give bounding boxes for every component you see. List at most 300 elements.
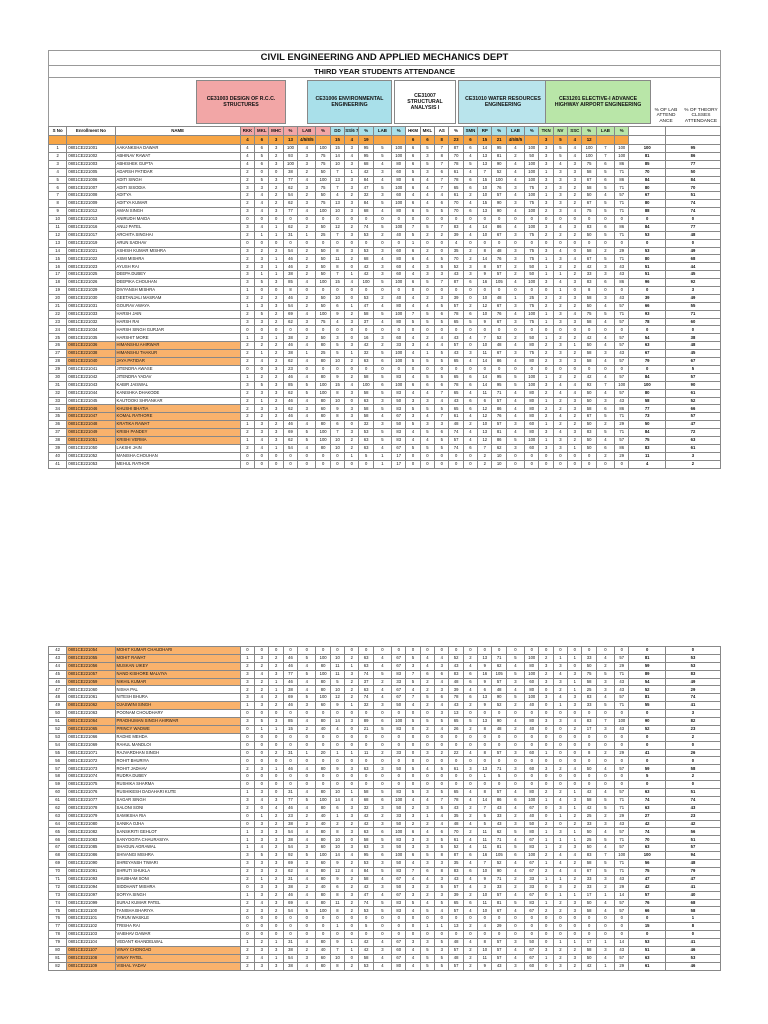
value-cell: 0	[269, 452, 283, 460]
value-cell: 58	[582, 678, 596, 686]
value-cell: 1	[345, 702, 359, 710]
value-cell: 60	[392, 168, 406, 176]
value-cell: 48	[449, 938, 463, 946]
value-cell: 15	[629, 923, 666, 931]
value-cell: 2	[345, 223, 359, 231]
value-cell: 4	[506, 397, 524, 405]
value-cell: 1	[553, 702, 567, 710]
value-cell: 14	[478, 381, 492, 389]
value-cell: 0	[283, 915, 297, 923]
value-cell: 69	[283, 860, 297, 868]
value-cell: 6	[596, 223, 614, 231]
value-cell: 4	[506, 891, 524, 899]
value-cell: 32	[359, 350, 373, 358]
value-cell: 100	[525, 168, 539, 176]
value-cell: 2	[345, 883, 359, 891]
value-cell: 2	[420, 247, 434, 255]
table-row	[49, 867, 721, 875]
value-cell: 4	[596, 373, 614, 381]
value-cell: 0	[615, 757, 629, 765]
value-cell: 3	[345, 828, 359, 836]
ss-note: SS/6 7	[345, 127, 359, 133]
value-cell: 63	[359, 436, 373, 444]
value-cell: 5	[553, 145, 567, 153]
enrollment-cell: 0801CE221017	[67, 231, 115, 239]
value-cell: 6	[406, 208, 420, 216]
value-cell: 32	[359, 192, 373, 200]
serial-cell: 69	[49, 860, 67, 868]
value-cell: 0	[330, 326, 344, 334]
value-cell: 5	[435, 883, 449, 891]
enrollment-cell: 0801CE221056	[67, 662, 115, 670]
enrollment-cell: 0801CE221043	[67, 381, 115, 389]
value-cell: 0	[269, 647, 283, 655]
value-cell: 54	[283, 907, 297, 915]
value-cell: 29	[615, 421, 629, 429]
value-cell: 3	[255, 820, 269, 828]
value-cell: 0	[506, 773, 524, 781]
serial-cell: 21	[49, 302, 67, 310]
value-cell: 57	[492, 678, 506, 686]
value-cell: 1	[269, 938, 283, 946]
value-cell: 1	[330, 749, 344, 757]
value-cell: 5	[506, 381, 524, 389]
value-cell: 60	[525, 444, 539, 452]
value-cell: 3	[568, 796, 582, 804]
value-cell: 3	[553, 255, 567, 263]
value-cell: 6	[373, 358, 391, 366]
value-cell: 0	[615, 923, 629, 931]
value-cell: 74	[359, 694, 373, 702]
value-cell: 3	[255, 765, 269, 773]
value-cell: 8	[478, 789, 492, 797]
value-cell: 0	[582, 757, 596, 765]
value-cell: 5	[435, 444, 449, 452]
value-cell: 3	[568, 844, 582, 852]
value-cell: 100	[316, 389, 330, 397]
value-cell: 1	[298, 350, 316, 358]
value-cell: 50	[392, 860, 406, 868]
enrollment-cell: 0801CE221059	[67, 678, 115, 686]
name-cell: SHRUTI SHUKLA	[115, 867, 240, 875]
value-cell: 42	[359, 812, 373, 820]
name-cell: HARSH RAI	[115, 318, 240, 326]
value-cell: 4	[298, 397, 316, 405]
value-cell: 100	[316, 907, 330, 915]
value-cell: 60	[392, 192, 406, 200]
column-header: RKK	[240, 127, 254, 136]
value-cell: 4	[373, 654, 391, 662]
value-cell: 4	[406, 373, 420, 381]
value-cell: 49	[665, 294, 720, 302]
serial-cell: 51	[49, 718, 67, 726]
value-cell: 2	[269, 875, 283, 883]
value-cell: 5	[596, 804, 614, 812]
value-cell: 0	[392, 915, 406, 923]
value-cell: 4	[596, 358, 614, 366]
value-cell: 0	[506, 923, 524, 931]
name-cell: SIDDHANT MISHRA	[115, 883, 240, 891]
value-cell: 4	[435, 702, 449, 710]
value-cell: 100	[316, 381, 330, 389]
value-cell: 4	[553, 223, 567, 231]
value-cell: 2	[269, 310, 283, 318]
value-cell: 5	[298, 389, 316, 397]
value-cell: 10	[478, 294, 492, 302]
value-cell: 2	[345, 678, 359, 686]
value-cell: 29	[615, 812, 629, 820]
value-cell: 105	[492, 279, 506, 287]
value-cell: 4	[463, 413, 477, 421]
value-cell: 4	[298, 836, 316, 844]
value-cell: 50	[316, 271, 330, 279]
value-cell: 2	[269, 749, 283, 757]
value-cell: 6	[435, 168, 449, 176]
value-cell: 5	[492, 773, 506, 781]
value-cell: 5	[596, 255, 614, 263]
value-cell: 3	[269, 899, 283, 907]
value-cell: 65	[449, 389, 463, 397]
value-cell: 15	[478, 200, 492, 208]
value-cell: 2	[506, 875, 524, 883]
value-cell: 0	[553, 460, 567, 468]
value-cell: 48	[492, 725, 506, 733]
value-cell: 3	[240, 184, 254, 192]
serial-cell: 27	[49, 350, 67, 358]
value-cell: 3	[506, 184, 524, 192]
value-cell: 0	[568, 247, 582, 255]
value-cell: 80	[316, 662, 330, 670]
value-cell: 15	[283, 725, 297, 733]
value-cell: 0	[255, 452, 269, 460]
value-cell: 0	[596, 365, 614, 373]
weight-cell: 4/5/8/5	[506, 136, 524, 145]
value-cell: 3	[539, 718, 553, 726]
value-cell: 51	[629, 271, 666, 279]
value-cell: 67	[392, 413, 406, 421]
value-cell: 3	[269, 208, 283, 216]
value-cell: 0	[582, 733, 596, 741]
serial-cell: 67	[49, 844, 67, 852]
value-cell: 2	[463, 812, 477, 820]
value-cell: 2	[345, 373, 359, 381]
table-row	[49, 350, 721, 358]
subject-header-water-resources: CE31010 WATER RESOURCES ENGINEERING	[458, 80, 548, 124]
name-cell: KOMAL RATHORE	[115, 413, 240, 421]
value-cell: 100	[392, 310, 406, 318]
value-cell: 9	[478, 702, 492, 710]
value-cell: 2	[298, 946, 316, 954]
value-cell: 0	[255, 647, 269, 655]
value-cell: 3	[568, 405, 582, 413]
table-row	[49, 915, 721, 923]
value-cell: 52	[492, 168, 506, 176]
value-cell: 5	[373, 789, 391, 797]
value-cell: 86	[615, 160, 629, 168]
value-cell: 1	[345, 946, 359, 954]
value-cell: 4	[629, 460, 666, 468]
value-cell: 74	[665, 796, 720, 804]
value-cell: 0	[345, 773, 359, 781]
value-cell: 10	[492, 452, 506, 460]
value-cell: 0	[449, 733, 463, 741]
serial-cell: 49	[49, 702, 67, 710]
value-cell: 1	[553, 654, 567, 662]
value-cell: 4	[345, 152, 359, 160]
value-cell: 78	[449, 310, 463, 318]
value-cell: 57	[449, 907, 463, 915]
value-cell: 60	[392, 946, 406, 954]
table-row	[49, 765, 721, 773]
value-cell: 0	[449, 781, 463, 789]
value-cell: 9	[330, 702, 344, 710]
value-cell: 7	[330, 429, 344, 437]
column-header: MKL	[420, 127, 434, 136]
value-cell: 2	[506, 263, 524, 271]
column-header: %	[316, 127, 330, 136]
value-cell: 0	[506, 452, 524, 460]
value-cell: 59	[629, 765, 666, 773]
value-cell: 0	[420, 452, 434, 460]
value-cell: 5	[435, 844, 449, 852]
value-cell: 3	[373, 168, 391, 176]
value-cell: 4	[506, 405, 524, 413]
value-cell: 68	[665, 899, 720, 907]
value-cell: 4	[463, 836, 477, 844]
value-cell: 71	[492, 654, 506, 662]
value-cell: 4	[506, 389, 524, 397]
value-cell: 0	[345, 923, 359, 931]
value-cell: 100	[615, 718, 629, 726]
value-cell: 51	[665, 836, 720, 844]
name-cell: VEDANT KHANDELWAL	[115, 938, 240, 946]
value-cell: 42	[359, 820, 373, 828]
value-cell: 3	[240, 279, 254, 287]
name-cell: KRISH PANDEY	[115, 429, 240, 437]
value-cell: 0	[316, 733, 330, 741]
value-cell: 0	[568, 216, 582, 224]
value-cell: 50	[525, 938, 539, 946]
value-cell: 3	[568, 907, 582, 915]
value-cell: 79	[665, 867, 720, 875]
value-cell: 5	[255, 176, 269, 184]
value-cell: 0	[596, 287, 614, 295]
value-cell: 5	[359, 923, 373, 931]
value-cell: 88	[629, 208, 666, 216]
value-cell: 0	[553, 710, 567, 718]
value-cell: 52	[629, 686, 666, 694]
value-cell: 0	[435, 326, 449, 334]
value-cell: 40	[316, 725, 330, 733]
value-cell: 0	[582, 365, 596, 373]
value-cell: 12	[478, 302, 492, 310]
value-cell: 100	[316, 310, 330, 318]
value-cell: 75	[316, 184, 330, 192]
value-cell: 1	[255, 271, 269, 279]
table-row	[49, 844, 721, 852]
value-cell: 3	[330, 334, 344, 342]
value-cell: 40	[665, 891, 720, 899]
value-cell: 15	[330, 145, 344, 153]
table-row	[49, 796, 721, 804]
value-cell: 4	[463, 860, 477, 868]
value-cell: 2	[553, 765, 567, 773]
value-cell: 4	[463, 152, 477, 160]
value-cell: 6	[406, 279, 420, 287]
value-cell: 4	[553, 694, 567, 702]
value-cell: 70	[449, 200, 463, 208]
value-cell: 33	[582, 820, 596, 828]
value-cell: 0	[525, 757, 539, 765]
value-cell: 80	[316, 718, 330, 726]
enrollment-cell: 0801CE221023	[67, 263, 115, 271]
value-cell: 0	[255, 460, 269, 468]
table-row	[49, 460, 721, 468]
value-cell: 67	[392, 662, 406, 670]
value-cell: 75	[316, 160, 330, 168]
value-cell: 1	[539, 421, 553, 429]
value-cell: 4	[449, 239, 463, 247]
value-cell: 48	[492, 294, 506, 302]
value-cell: 0	[553, 931, 567, 939]
value-cell: 0	[492, 915, 506, 923]
value-cell: 0	[345, 733, 359, 741]
value-cell: 7	[478, 444, 492, 452]
value-cell: 0	[392, 733, 406, 741]
value-cell: 85	[283, 381, 297, 389]
value-cell: 0	[525, 733, 539, 741]
value-cell: 4	[568, 310, 582, 318]
weight-cell: 12	[582, 136, 596, 145]
value-cell: 4	[255, 796, 269, 804]
enrollment-cell: 0801CE221009	[67, 200, 115, 208]
enrollment-cell: 0801CE221048	[67, 421, 115, 429]
value-cell: 6	[596, 279, 614, 287]
value-cell: 10	[492, 460, 506, 468]
weight-cell: 21	[492, 136, 506, 145]
table-row	[49, 852, 721, 860]
serial-cell: 22	[49, 310, 67, 318]
value-cell: 63	[629, 954, 666, 962]
value-cell: 0	[359, 781, 373, 789]
value-cell: 5	[406, 718, 420, 726]
value-cell: 2	[298, 302, 316, 310]
value-cell: 3	[420, 397, 434, 405]
value-cell: 0	[345, 757, 359, 765]
enrollment-cell: 0801CE221036	[67, 342, 115, 350]
value-cell: 2	[298, 725, 316, 733]
value-cell: 2	[553, 954, 567, 962]
value-cell: 4	[506, 718, 524, 726]
value-cell: 3	[463, 765, 477, 773]
value-cell: 50	[582, 342, 596, 350]
value-cell: 0	[420, 733, 434, 741]
value-cell: 33	[525, 883, 539, 891]
value-cell: 0	[615, 216, 629, 224]
value-cell: 57	[615, 192, 629, 200]
value-cell: 78	[629, 318, 666, 326]
value-cell: 9	[330, 373, 344, 381]
value-cell: 38	[283, 946, 297, 954]
value-cell: 5	[406, 765, 420, 773]
value-cell: 2	[240, 686, 254, 694]
value-cell: 3	[553, 883, 567, 891]
value-cell: 0	[596, 781, 614, 789]
value-cell: 4	[568, 152, 582, 160]
value-cell: 100	[525, 381, 539, 389]
enrollment-cell: 0801CE221032	[67, 318, 115, 326]
value-cell: 2	[553, 263, 567, 271]
value-cell: 0	[568, 781, 582, 789]
value-cell: 0	[629, 216, 666, 224]
table-row	[49, 389, 721, 397]
value-cell: 3	[568, 318, 582, 326]
value-cell: 6	[463, 899, 477, 907]
value-cell: 100	[392, 279, 406, 287]
value-cell: 100	[316, 145, 330, 153]
value-cell: 4	[373, 694, 391, 702]
value-cell: 78	[449, 160, 463, 168]
value-cell: 0	[240, 812, 254, 820]
value-cell: 60	[316, 405, 330, 413]
value-cell: 6	[330, 804, 344, 812]
value-cell: 82	[665, 718, 720, 726]
name-cell: SAMIKSHA RIA	[115, 812, 240, 820]
value-cell: 1	[539, 397, 553, 405]
value-cell: 1	[539, 255, 553, 263]
value-cell: 5	[463, 718, 477, 726]
value-cell: 8	[330, 891, 344, 899]
enrollment-cell: 0801CE221030	[67, 294, 115, 302]
value-cell: 3	[298, 184, 316, 192]
value-cell: 54	[283, 247, 297, 255]
name-cell: JITENDRA AWASE	[115, 365, 240, 373]
value-cell: 0	[449, 757, 463, 765]
column-header: %	[392, 127, 406, 136]
serial-cell: 40	[49, 452, 67, 460]
value-cell: 11	[478, 954, 492, 962]
value-cell: 57	[492, 954, 506, 962]
value-cell: 42	[665, 820, 720, 828]
value-cell: 0	[539, 883, 553, 891]
value-cell: 95	[359, 145, 373, 153]
value-cell: 0	[392, 287, 406, 295]
weight-cell	[373, 136, 391, 145]
value-cell: 58	[582, 358, 596, 366]
value-cell: 5	[435, 358, 449, 366]
weight-cell: 3	[539, 136, 553, 145]
value-cell: 4	[255, 899, 269, 907]
value-cell: 0	[568, 239, 582, 247]
value-cell: 5	[420, 318, 434, 326]
value-cell: 38	[283, 820, 297, 828]
value-cell: 3	[553, 168, 567, 176]
value-cell: 0	[539, 773, 553, 781]
value-cell: 4	[406, 271, 420, 279]
value-cell: 1	[269, 223, 283, 231]
weight-cell: 4	[345, 136, 359, 145]
value-cell: 83	[392, 899, 406, 907]
value-cell: 9	[330, 938, 344, 946]
value-cell: 3	[255, 907, 269, 915]
value-cell: 80	[316, 678, 330, 686]
value-cell: 0	[298, 452, 316, 460]
value-cell: 2	[240, 875, 254, 883]
value-cell: 52	[492, 334, 506, 342]
value-cell: 6	[463, 444, 477, 452]
value-cell: 0	[316, 460, 330, 468]
value-cell: 0	[406, 773, 420, 781]
